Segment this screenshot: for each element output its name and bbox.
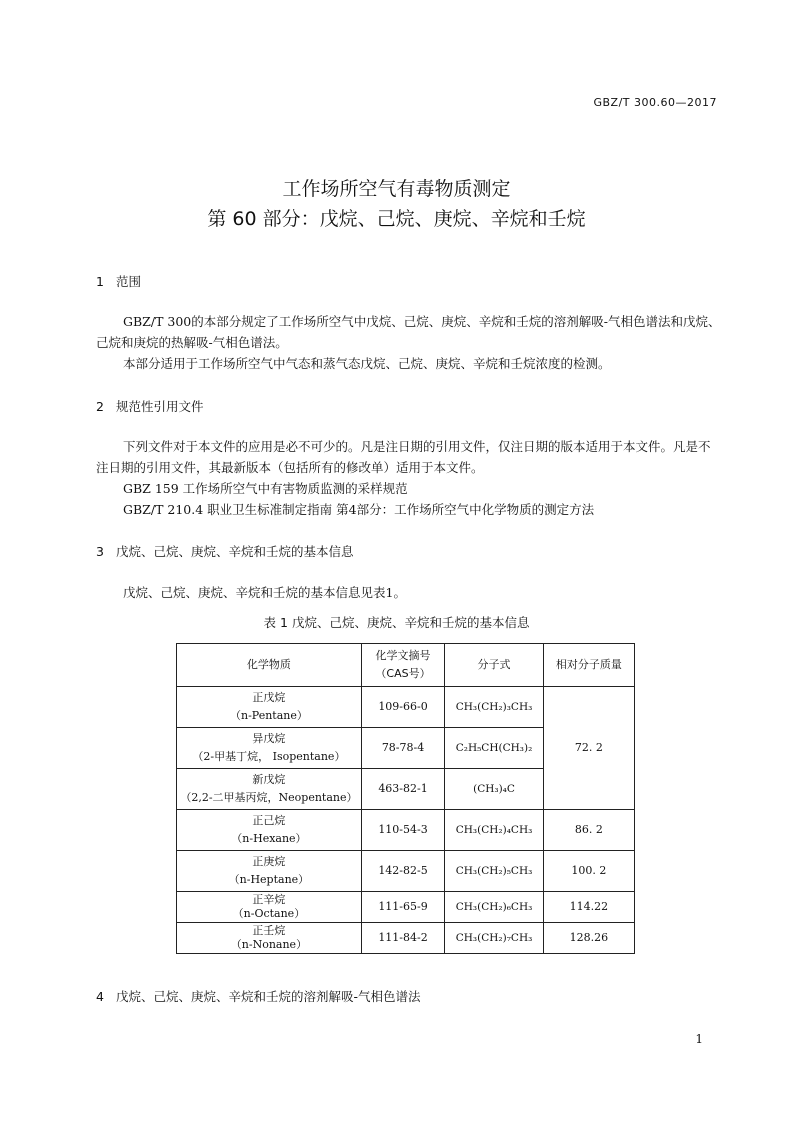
page-number: 1	[695, 1032, 703, 1046]
substance-english: （2-甲基丁烷， Isopentane）	[192, 750, 346, 763]
section-heading-4	[96, 987, 421, 1005]
header-formula: 分子式	[445, 644, 544, 687]
cas-cell: 78-78-4	[361, 728, 444, 769]
references-intro: 下列文件对于本文件的应用是必不可少的。凡是注日期的引用文件，仅注日期的版本适用于本文件。凡是不注日期的引用文件，其最新版本（包括所有的修改单）适用于本文件。	[96, 439, 711, 475]
section-title: 戊烷、己烷、庚烷、辛烷和壬烷的基本信息	[116, 544, 354, 559]
formula-cell: CH₃(CH₂)₇CH₃	[445, 923, 544, 954]
section-title: 戊烷、己烷、庚烷、辛烷和壬烷的溶剂解吸-气相色谱法	[116, 989, 421, 1004]
substance-english: （n-Octane）	[232, 907, 306, 920]
table-row	[177, 892, 635, 923]
document-title: 工作场所空气有毒物质测定	[282, 178, 511, 200]
substance-name: 正己烷	[252, 814, 286, 827]
header-cas	[361, 644, 444, 687]
cas-cell: 111-65-9	[361, 892, 444, 923]
section-number: 3	[96, 544, 104, 559]
cas-cell: 109-66-0	[361, 687, 444, 728]
reference-item: GBZ 159 工作场所空气中有害物质监测的采样规范	[123, 481, 408, 496]
formula-cell: (CH₃)₄C	[445, 769, 544, 810]
substance-english: （2,2-二甲基丙烷，Neopentane）	[180, 791, 358, 804]
substance-cell	[177, 923, 362, 954]
cas-cell: 110-54-3	[361, 810, 444, 851]
formula-cell: CH₃(CH₂)₄CH₃	[445, 810, 544, 851]
header-substance: 化学物质	[177, 644, 362, 687]
section-heading-2	[96, 397, 204, 415]
table-row	[177, 851, 635, 892]
substance-name: 异戊烷	[252, 732, 286, 745]
table-row	[177, 810, 635, 851]
substance-name: 正辛烷	[252, 893, 286, 906]
substance-name: 正壬烷	[252, 924, 286, 937]
document-subtitle: 第 60 部分：戊烷、己烷、庚烷、辛烷和壬烷	[207, 208, 586, 230]
substance-cell	[177, 851, 362, 892]
cas-cell: 111-84-2	[361, 923, 444, 954]
mass-cell: 86. 2	[543, 810, 634, 851]
substance-english: （n-Hexane）	[231, 832, 307, 845]
substance-cell	[177, 769, 362, 810]
section-title: 范围	[116, 274, 142, 289]
table-caption: 表 1 戊烷、己烷、庚烷、辛烷和壬烷的基本信息	[263, 615, 530, 630]
header-mass: 相对分子质量	[543, 644, 634, 687]
section-heading-3	[96, 542, 354, 560]
formula-cell: CH₃(CH₂)₆CH₃	[445, 892, 544, 923]
section-title: 规范性引用文件	[116, 399, 204, 414]
mass-cell: 128.26	[543, 923, 634, 954]
substance-english: （n-Heptane）	[228, 873, 310, 886]
basic-info-table	[176, 643, 635, 954]
table-row	[177, 687, 635, 728]
standard-code: GBZ/T 300.60—2017	[593, 96, 717, 109]
scope-paragraph-1: GBZ/T 300的本部分规定了工作场所空气中戊烷、己烷、庚烷、辛烷和壬烷的溶剂解吸-气相色谱法和戊烷、己烷和庚烷的热解吸-气相色谱法。	[96, 314, 721, 350]
header-cas-line1: 化学文摘号	[375, 649, 431, 662]
substance-english: （n-Nonane）	[230, 938, 308, 951]
mass-cell: 100. 2	[543, 851, 634, 892]
substance-cell	[177, 728, 362, 769]
scope-paragraph-2: 本部分适用于工作场所空气中气态和蒸气态戊烷、己烷、庚烷、辛烷和壬烷浓度的检测。	[123, 356, 611, 371]
cas-cell: 463-82-1	[361, 769, 444, 810]
substance-name: 新戊烷	[252, 773, 286, 786]
cas-cell: 142-82-5	[361, 851, 444, 892]
table-row	[177, 923, 635, 954]
reference-item: GBZ/T 210.4 职业卫生标准制定指南 第4部分：工作场所空气中化学物质的测定方法	[123, 502, 595, 517]
formula-cell: CH₃(CH₂)₃CH₃	[445, 687, 544, 728]
substance-cell	[177, 687, 362, 728]
substance-english: （n-Pentane）	[229, 709, 308, 722]
basic-info-text: 戊烷、己烷、庚烷、辛烷和壬烷的基本信息见表1。	[123, 585, 406, 600]
formula-cell: CH₃(CH₂)₅CH₃	[445, 851, 544, 892]
mass-cell: 114.22	[543, 892, 634, 923]
section-number: 2	[96, 399, 104, 414]
substance-name: 正庚烷	[252, 855, 286, 868]
section-heading-1	[96, 272, 141, 290]
substance-name: 正戊烷	[252, 691, 286, 704]
section-number: 1	[96, 274, 104, 289]
formula-cell: C₂H₅CH(CH₃)₂	[445, 728, 544, 769]
table-header-row	[177, 644, 635, 687]
mass-cell: 72. 2	[543, 687, 634, 810]
substance-cell	[177, 892, 362, 923]
header-cas-line2: （CAS号）	[375, 667, 431, 680]
substance-cell	[177, 810, 362, 851]
section-number: 4	[96, 989, 104, 1004]
